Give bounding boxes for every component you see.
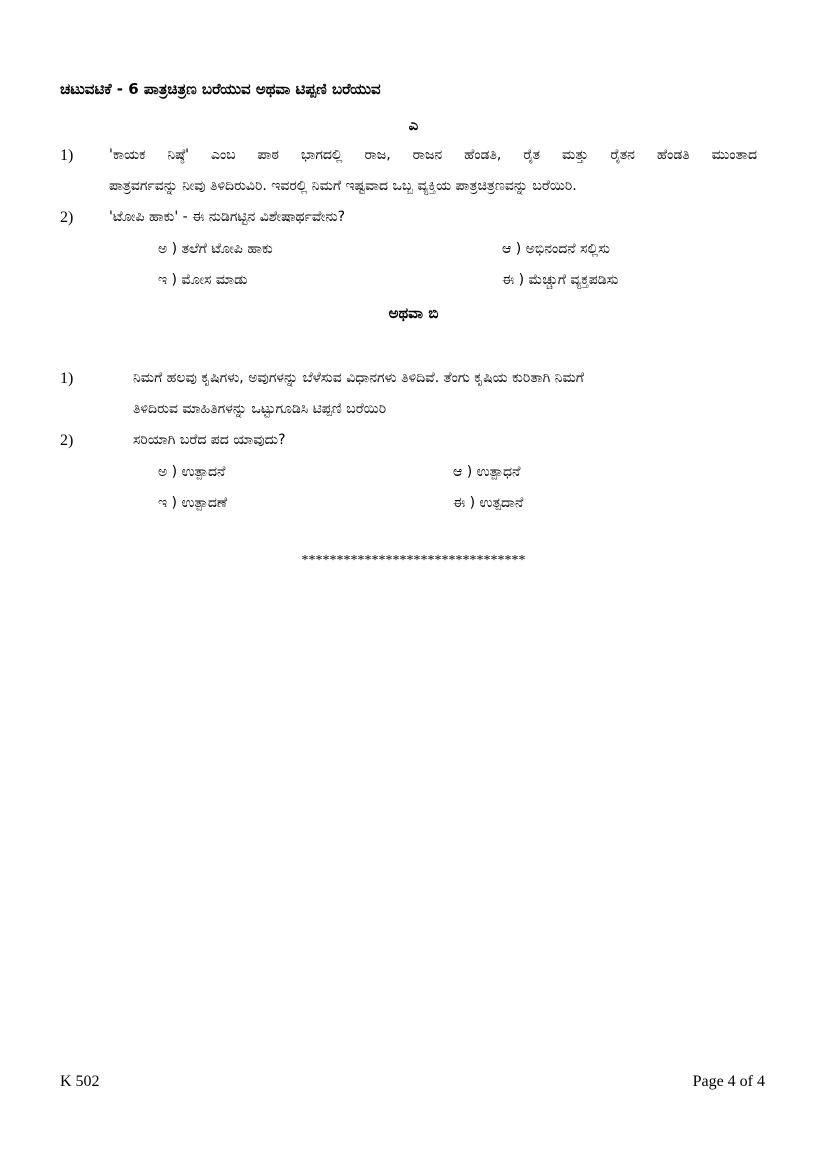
footer-code: K 502 (60, 1073, 100, 1090)
separator-stars: ******************************** (301, 553, 526, 568)
question-text-line: ನಿಮಗೆ ಹಲವು ಕೃಷಿಗಳು, ಅವುಗಳನ್ನು ಬೆಳೆಸುವ ವಿಧಾನಗಳು ತಿಳಿದಿವೆ. ತೆಂಗು ಕೃಷಿಯ ಕುರಿತಾಗಿ ನಿಮಗೆ (133, 370, 584, 386)
option-c: ಇ ) ಮೋಸ ಮಾಡು (158, 272, 248, 288)
option-c: ಇ ) ಉತ್ಪಾದಣೆ (158, 495, 228, 511)
option-d: ಈ ) ಮೆಚ್ಚುಗೆ ವ್ಯಕ್ತಪಡಿಸು (502, 272, 619, 288)
option-b: ಆ ) ಉತ್ಪಾಧನೆ (453, 464, 521, 480)
option-a: ಅ ) ಉತ್ಪಾದನೆ (158, 464, 226, 480)
question-text-line: ಪಾತ್ರವರ್ಗವನ್ನು ನೀವು ತಿಳಿದಿರುವಿರಿ. ಇವರಲ್ಲಿ ನಿಮಗೆ ಇಷ್ಟವಾದ ಒಬ್ಬ ವ್ಯಕ್ತಿಯ ಪಾತ್ರಚಿತ್ರಣವನ್ನು ಬರೆಯಿರಿ. (109, 178, 577, 194)
option-a: ಅ ) ತಲೆಗೆ ಟೋಪಿ ಹಾಕು (158, 241, 273, 257)
option-d: ಈ ) ಉತ್ಪದಾನೆ (453, 495, 524, 511)
section-b-heading: ಅಥವಾ ಬಿ (388, 304, 439, 322)
option-b: ಆ ) ಅಭಿನಂದನೆ ಸಲ್ಲಿಸು (502, 241, 610, 257)
question-text: ಸರಿಯಾಗಿ ಬರೆದ ಪದ ಯಾವುದು? (133, 432, 286, 448)
question-number: 1) (60, 370, 74, 387)
question-number: 2) (60, 209, 74, 226)
question-number: 1) (60, 147, 74, 164)
question-text-line: ತಿಳಿದಿರುವ ಮಾಹಿತಿಗಳನ್ನು ಒಟ್ಟುಗೂಡಿಸಿ ಟಿಪ್ಪಣಿ ಬರೆಯಿರಿ (133, 401, 387, 417)
footer-page-number: Page 4 of 4 (692, 1073, 765, 1090)
question-number: 2) (60, 432, 74, 449)
question-text-line: 'ಕಾಯಕ ನಿಷ್ಠೆ' ಎಂಬ ಪಾಠ ಭಾಗದಲ್ಲಿ ರಾಜ, ರಾಜನ ಹೆಂಡತಿ, ರೈತ ಮತ್ತು ರೈತನ ಹೆಂಡತಿ ಮುಂತಾದ (109, 147, 757, 163)
activity-title: ಚಟುವಟಿಕೆ - 6 ಪಾತ್ರಚಿತ್ರಣ ಬರೆಯುವ ಅಥವಾ ಟಿಪ್ಪಣಿ ಬರೆಯುವ (60, 80, 381, 98)
question-text: 'ಟೋಪಿ ಹಾಕು' - ಈ ನುಡಿಗಟ್ಟಿನ ವಿಶೇಷಾರ್ಥವೇನು? (109, 209, 346, 225)
section-a-heading: ಎ (408, 116, 419, 134)
